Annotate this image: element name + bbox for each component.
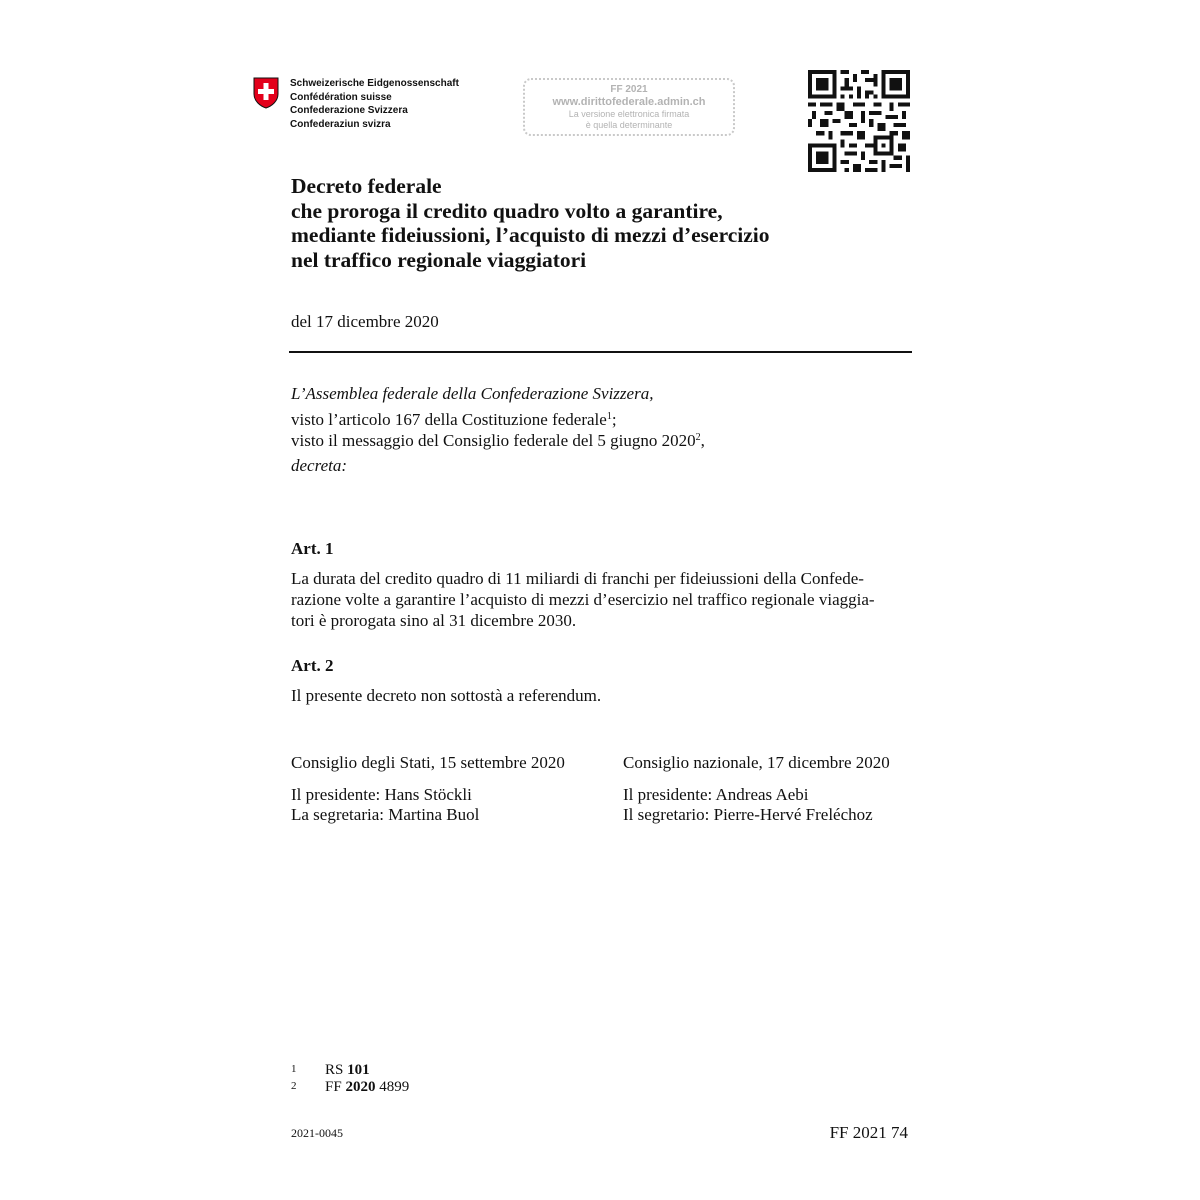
stamp-collection: FF 2021 bbox=[610, 84, 648, 95]
footnote-1-bold: 101 bbox=[347, 1062, 370, 1078]
footnote-2-number: 2 bbox=[291, 1080, 297, 1092]
footnote-1 bbox=[291, 1062, 409, 1079]
footnote-2 bbox=[291, 1079, 409, 1096]
confederation-name-rm: Confederaziun svizra bbox=[290, 118, 391, 130]
swiss-shield-icon bbox=[252, 77, 280, 109]
signature-right bbox=[623, 753, 890, 825]
confederation-logo bbox=[252, 77, 459, 131]
article-1-line-3: tori è prorogata sino al 31 dicembre 2030. bbox=[291, 611, 577, 630]
stamp-note-1: La versione elettronica firmata bbox=[568, 109, 690, 119]
article-1-line-2: razione volte a garantire l’acquisto di mezzi d’esercizio nel traffico regionale viaggia- bbox=[291, 590, 875, 609]
footnote-1-text bbox=[325, 1062, 370, 1079]
stamp-url: www.dirittofederale.admin.ch bbox=[552, 96, 706, 108]
title-line-2: che proroga il credito quadro volto a garantire, bbox=[291, 198, 723, 223]
qr-code-icon bbox=[808, 70, 910, 172]
article-2-line-1: Il presente decreto non sottostà a referendum. bbox=[291, 686, 602, 705]
council-states-president: Il presidente: Hans Stöckli bbox=[291, 785, 472, 804]
footnote-2-prefix: FF bbox=[325, 1079, 346, 1095]
electronic-version-stamp bbox=[523, 78, 735, 136]
document-id: 2021-0045 bbox=[291, 1126, 343, 1140]
visto-text-1: visto l’articolo 167 della Costituzione federale bbox=[291, 410, 607, 429]
preamble bbox=[291, 383, 911, 476]
visto-end-1: ; bbox=[611, 410, 617, 429]
stamp-note-2: è quella determinante bbox=[585, 120, 673, 130]
footnote-2-text bbox=[325, 1079, 409, 1096]
decree-date: del 17 dicembre 2020 bbox=[291, 312, 439, 331]
visto-end-2: , bbox=[700, 431, 705, 450]
decree-title bbox=[291, 174, 931, 272]
confederation-name-it: Confederazione Svizzera bbox=[290, 105, 408, 116]
title-divider bbox=[289, 351, 912, 353]
footnote-1-number: 1 bbox=[291, 1063, 297, 1075]
footnote-2-suffix: 4899 bbox=[375, 1079, 410, 1095]
council-states-date: Consiglio degli Stati, 15 settembre 2020 bbox=[291, 753, 565, 772]
confederation-names bbox=[290, 77, 459, 131]
article-2-heading: Art. 2 bbox=[291, 656, 334, 675]
visto-line-1 bbox=[291, 409, 911, 430]
council-states-secretary: La segretaria: Martina Buol bbox=[291, 805, 480, 824]
footnote-ref-2: 2 bbox=[695, 432, 701, 443]
national-council-president: Il presidente: Andreas Aebi bbox=[623, 785, 809, 804]
national-council-secretary: Il segretario: Pierre-Hervé Freléchoz bbox=[623, 805, 873, 824]
footnote-2-bold: 2020 bbox=[345, 1079, 376, 1095]
article-1-heading: Art. 1 bbox=[291, 539, 334, 558]
title-line-1: Decreto federale bbox=[291, 174, 442, 198]
title-line-3: mediante fideiussioni, l’acquisto di mezzi d’esercizio bbox=[291, 223, 770, 247]
footnotes bbox=[291, 1062, 409, 1096]
decreta-line: decreta: bbox=[291, 456, 348, 475]
national-council-date: Consiglio nazionale, 17 dicembre 2020 bbox=[623, 753, 890, 772]
title-line-4: nel traffico regionale viaggiatori bbox=[291, 247, 587, 272]
article-1-line-1: La durata del credito quadro di 11 miliardi di franchi per fideiussioni della Confede- bbox=[291, 569, 864, 588]
assembly-line: L’Assemblea federale della Confederazione Svizzera, bbox=[291, 384, 654, 403]
article-1-text bbox=[291, 568, 911, 631]
footnote-ref-1: 1 bbox=[606, 411, 612, 422]
confederation-name-fr: Confédération suisse bbox=[290, 91, 392, 103]
visto-line-2 bbox=[291, 430, 911, 451]
article-2-text bbox=[291, 685, 911, 706]
visto-text-2: visto il messaggio del Consiglio federale del 5 giugno 2020 bbox=[291, 431, 696, 450]
footnote-1-prefix: RS bbox=[325, 1062, 348, 1078]
confederation-name-de: Schweizerische Eidgenossenschaft bbox=[290, 78, 459, 89]
signature-left bbox=[291, 753, 565, 825]
page-reference: FF 2021 74 bbox=[829, 1123, 908, 1142]
